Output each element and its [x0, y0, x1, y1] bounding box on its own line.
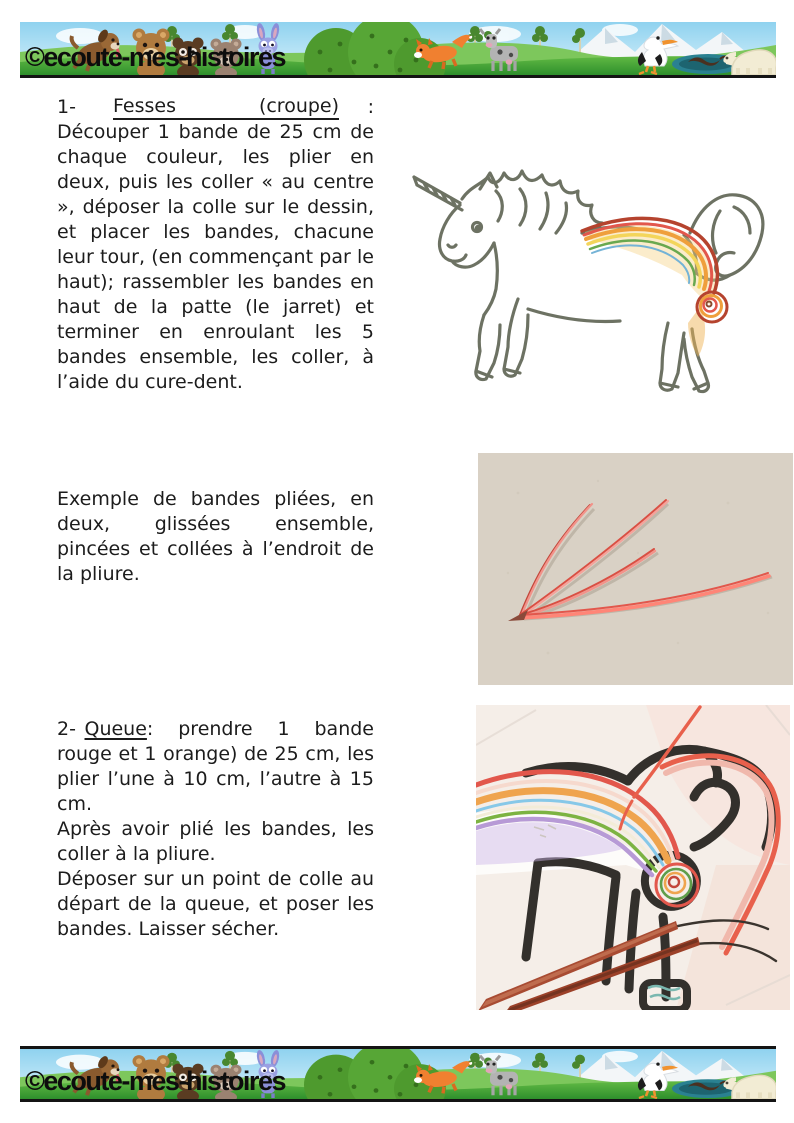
strips-photo-figure [478, 453, 793, 685]
section-exemple-body: Exemple de bandes pliées, en deux, glissées ensemble, pincées et collées à l’endroit de la pliure. [57, 488, 374, 585]
tail-spiral [656, 864, 698, 906]
brand-text: ©ecoute-mes-histoires [25, 42, 285, 72]
unicorn-line-art [400, 147, 790, 400]
section-fesses [57, 95, 374, 395]
section-number: 1- [57, 96, 76, 118]
queue-paragraph-1: 2- Queue: prendre 1 bande rouge et 1 orange) de 25 cm, les plier l’une à 10 cm, l’autre à 15 cm. [57, 718, 374, 815]
heading-colon: : [367, 96, 374, 118]
footer-banner [20, 1046, 776, 1102]
unicorn-drawing-figure [400, 147, 790, 400]
section-exemple [57, 487, 374, 587]
section-number: 2- [57, 718, 76, 740]
queue-paragraph-3: Déposer sur un point de colle au départ de la queue, et poser les bandes. Laisser sécher. [57, 868, 374, 940]
section-title-underlined: Queue [84, 718, 147, 740]
section-fesses-body: Découper 1 bande de 25 cm de chaque couleur, les plier en deux, puis les coller « au centre », déposer la colle sur le dessin, et placer les bandes, chacune leur tour, (en commençant par le haut); rassembler les bandes en haut de la patte (le jarret) et terminer en enroulant les 5 bandes ensemble, les coller, à l’aide du cure-dent. [57, 121, 374, 393]
strips-photo [478, 453, 793, 685]
header-banner [20, 22, 776, 78]
section-queue [57, 717, 374, 942]
tail-photo-figure [476, 705, 790, 1010]
brand-text: ©ecoute-mes-histoires [25, 1066, 285, 1096]
tail-photo [476, 705, 790, 1010]
section-fesses-heading [57, 95, 374, 120]
queue-paragraph-2: Après avoir plié les bandes, les coller à la pliure. [57, 818, 374, 865]
section-title-underlined: Fesses (croupe) [113, 95, 339, 120]
